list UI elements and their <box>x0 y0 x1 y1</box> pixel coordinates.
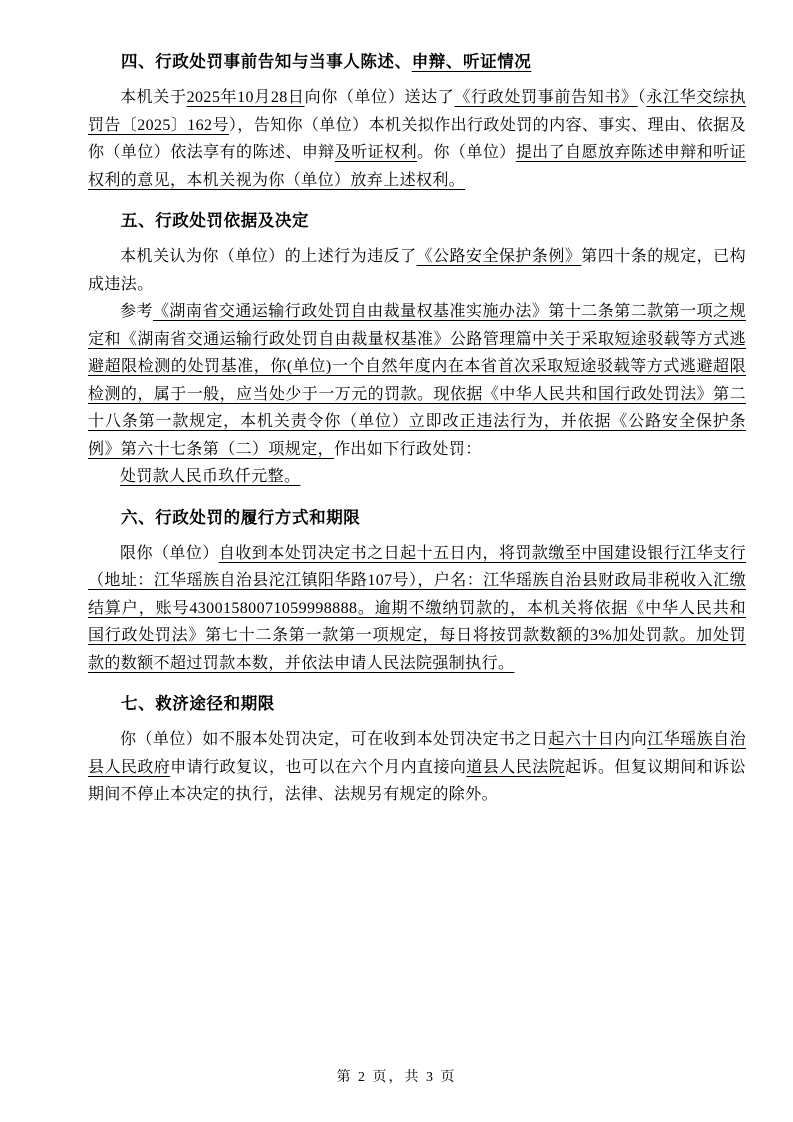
underlined-text-run: 《公路安全保护条例》 <box>416 248 582 265</box>
paragraph <box>88 540 746 678</box>
paragraph <box>88 463 746 491</box>
underlined-text-run: 处罚款人民币玖仟元整。 <box>120 468 301 485</box>
document-sections <box>88 48 746 809</box>
underlined-text-run: 《行政处罚事前告知书》 <box>454 89 638 106</box>
section-heading-performance-method <box>88 504 746 531</box>
section-performance-method <box>88 504 746 678</box>
text-run: 你（单位）如不服本处罚决定，可在收到本处罚决定书之日 <box>120 731 549 748</box>
paragraph <box>88 726 746 809</box>
underlined-text-run: 江华瑶族自治县人民政府 <box>88 731 746 776</box>
section-heading-penalty-basis-decision <box>88 207 746 234</box>
text-run: ），告知你（单位）本机关拟作出行政处罚的内容、事实、理由、依据及你（单位）依法享有的陈述、申辩 <box>88 116 746 161</box>
text-run: 本机关于 <box>120 89 187 106</box>
underlined-text-run: 永江华交综执罚告〔2025〕162号 <box>88 89 746 134</box>
underlined-text-run: 道县人民法院 <box>466 758 566 776</box>
underlined-text-run: 起六十日内 <box>548 731 631 748</box>
paragraph <box>88 298 746 463</box>
section-prior-notice <box>88 48 746 194</box>
underlined-text-run: 申辩、听证情况 <box>411 52 532 71</box>
text-run: 向 <box>630 731 648 748</box>
paragraph <box>88 84 746 194</box>
text-run: 限你（单位） <box>120 544 219 562</box>
section-heading-remedy <box>88 690 746 717</box>
text-run: 向你（单位）送达了 <box>304 89 455 106</box>
text-run: 五、行政处罚依据及决定 <box>121 211 310 230</box>
text-run: 起诉。但复议期间和诉讼期间不停止本决定的执行，法律、法规另有规定的除外。 <box>88 758 746 803</box>
page-number-footer: 第 2 页，共 3 页 <box>336 1070 457 1085</box>
text-run: 四、行政处罚事前告知与当事人陈述、 <box>121 52 412 71</box>
text-run: 作出如下行政处罚： <box>334 440 482 458</box>
paragraph <box>88 243 746 298</box>
text-run: 。你（单位） <box>417 144 516 161</box>
text-run: （ <box>637 89 647 106</box>
text-run: 第四十条的规定，已构成违法。 <box>88 248 746 293</box>
section-remedy <box>88 690 746 809</box>
text-run: 六、行政处罚的履行方式和期限 <box>121 507 361 527</box>
underlined-text-run: 《湖南省交通运输行政处罚自由裁量权基准实施办法》第十二条第二款第一项之规定和《湖南省交通运输行政处罚自由裁量权基准》公路管理篇中关于采取短途驳载等方式逃避超限检测的处罚基准，你(单位)一个自然年度内在本省首次采取短途驳载等方式逃避超限检测的，属于一般，应当处少于一万元的罚款。现依据《中华人民共和国行政处罚法》第二十八条第一款规定，本机关责令你（单位）立即改正违法行为，并依据《公路安全保护条例》第六十七条第（二）项规定， <box>88 303 746 458</box>
section-heading-prior-notice <box>88 48 746 75</box>
underlined-text-run: 及听证权利 <box>334 144 418 161</box>
underlined-text-run: 2025年10月28日 <box>186 89 305 106</box>
underlined-text-run: 自收到本处罚决定书之日起十五日内，将罚款缴至中国建设银行江华支行（地址：江华瑶族自治县沱江镇阳华路107号），户名：江华瑶族自治县财政局非税收入汇缴结算户，账号43001580071059998888。逾期不缴纳罚款的，本机关将依据《中华人民共和国行政处罚法》第七十二条第一款第一项规定，每日将按罚款数额的3%加处罚款。加处罚款的数额不超过罚款本数，并依法申请人民法院强制执行。 <box>88 544 746 672</box>
underlined-text-run: 提出了自愿放弃陈述申辩和听证权利的意见，本机关视为你（单位）放弃上述权利。 <box>88 144 746 189</box>
text-run: 本机关认为你（单位）的上述行为违反了 <box>120 248 417 265</box>
text-run: 参考 <box>120 303 153 320</box>
text-run: 申请行政复议，也可以在六个月内直接向 <box>170 758 467 776</box>
text-run: 七、救济途径和期限 <box>121 694 275 713</box>
section-penalty-basis-decision <box>88 207 746 491</box>
